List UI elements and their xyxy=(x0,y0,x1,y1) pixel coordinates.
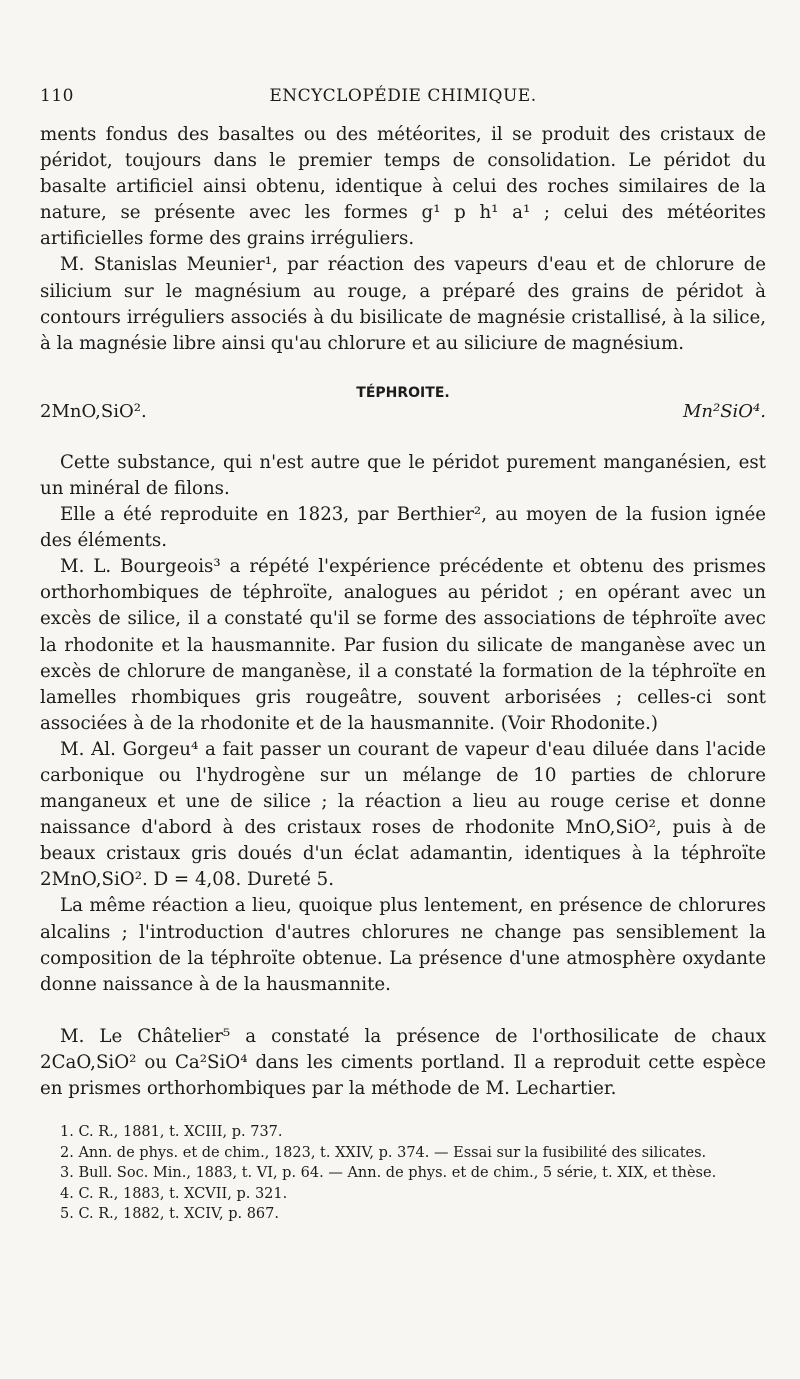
footnote: 3. Bull. Soc. Min., 1883, t. VI, p. 64. — Ann. de phys. et de chim., 5 série, t. XIX, et thèse. xyxy=(60,1165,717,1181)
formula-left: 2MnO,SiO². xyxy=(40,400,147,422)
paragraph: M. Stanislas Meunier¹, par réaction des vapeurs d'eau et de chlorure de silicium sur le magnésium au rouge, a préparé des grains de péridot à contours irréguliers associés à du bisilicate de magnésie cristallisé, à la silice, à la magnésie libre ainsi qu'au chlorure et au siliciure de magnésium. xyxy=(40,254,766,354)
section-formula xyxy=(40,401,766,422)
paragraph: M. Al. Gorgeu⁴ a fait passer un courant de vapeur d'eau diluée dans l'acide carbonique ou l'hydrogène sur un mélange de 10 parties de chlorure manganeux et une de silice ; la réaction a lieu au rouge cerise et donne naissance d'abord à des cristaux roses de rhodonite MnO,SiO², puis à de beaux cristaux gris doués d'un éclat adamantin, identiques à la téphroïte 2MnO,SiO². D = 4,08. Dureté 5. xyxy=(40,738,766,891)
footnote: 5. C. R., 1882, t. XCIV, p. 867. xyxy=(60,1206,279,1222)
main-text xyxy=(40,122,766,1102)
paragraph: ments fondus des basaltes ou des météorites, il se produit des cristaux de péridot, toujours dans le premier temps de consolidation. Le péridot du basalte artificiel ainsi obtenu, identique à celui des roches similaires de la nature, se présente avec les formes g¹ p h¹ a¹ ; celui des météorites artificielles forme des grains irréguliers. xyxy=(40,124,766,250)
footnotes xyxy=(40,1122,766,1225)
paragraph: La même réaction a lieu, quoique plus lentement, en présence de chlorures alcalins ; l'introduction d'autres chlorures ne change pas sensiblement la composition de la téphroïte obtenue. La présence d'une atmosphère oxydante donne naissance à de la hausmannite. xyxy=(40,895,766,995)
paragraph: Elle a été reproduite en 1823, par Berthier², au moyen de la fusion ignée des éléments. xyxy=(40,504,766,552)
footnote: 4. C. R., 1883, t. XCVII, p. 321. xyxy=(60,1185,288,1202)
paragraph: Cette substance, qui n'est autre que le péridot purement manganésien, est un minéral de filons. xyxy=(40,451,766,499)
formula-right: Mn²SiO⁴. xyxy=(682,400,766,422)
paragraph: M. Le Châtelier⁵ a constaté la présence de l'orthosilicate de chaux 2CaO,SiO² ou Ca²SiO⁴ dans les ciments portland. Il a reproduit cette espèce en prismes orthorhombiques par la méthode de M. Lechartier. xyxy=(40,1025,766,1099)
section-title: TÉPHROITE. xyxy=(356,384,450,401)
page-number: 110 xyxy=(40,86,74,106)
footnote: 1. C. R., 1881, t. XCIII, p. 737. xyxy=(60,1124,283,1140)
paragraph: M. L. Bourgeois³ a répété l'expérience précédente et obtenu des prismes orthorhombiques de téphroïte, analogues au péridot ; en opérant avec un excès de silice, il a constaté qu'il se forme des associations de téphroïte avec la rhodonite et la hausmannite. Par fusion du silicate de manganèse avec un excès de chlorure de manganèse, il a constaté la formation de la téphroïte en lamelles rhombiques gris rougeâtre, souvent arborisées ; celles-ci sont associées à de la rhodonite et de la hausmannite. (Voir Rhodonite.) xyxy=(40,556,766,734)
running-title: ENCYCLOPÉDIE CHIMIQUE. xyxy=(269,86,537,106)
footnote: 2. Ann. de phys. et de chim., 1823, t. XXIV, p. 374. — Essai sur la fusibilité des silicates. xyxy=(60,1144,707,1161)
page-header xyxy=(40,86,766,110)
